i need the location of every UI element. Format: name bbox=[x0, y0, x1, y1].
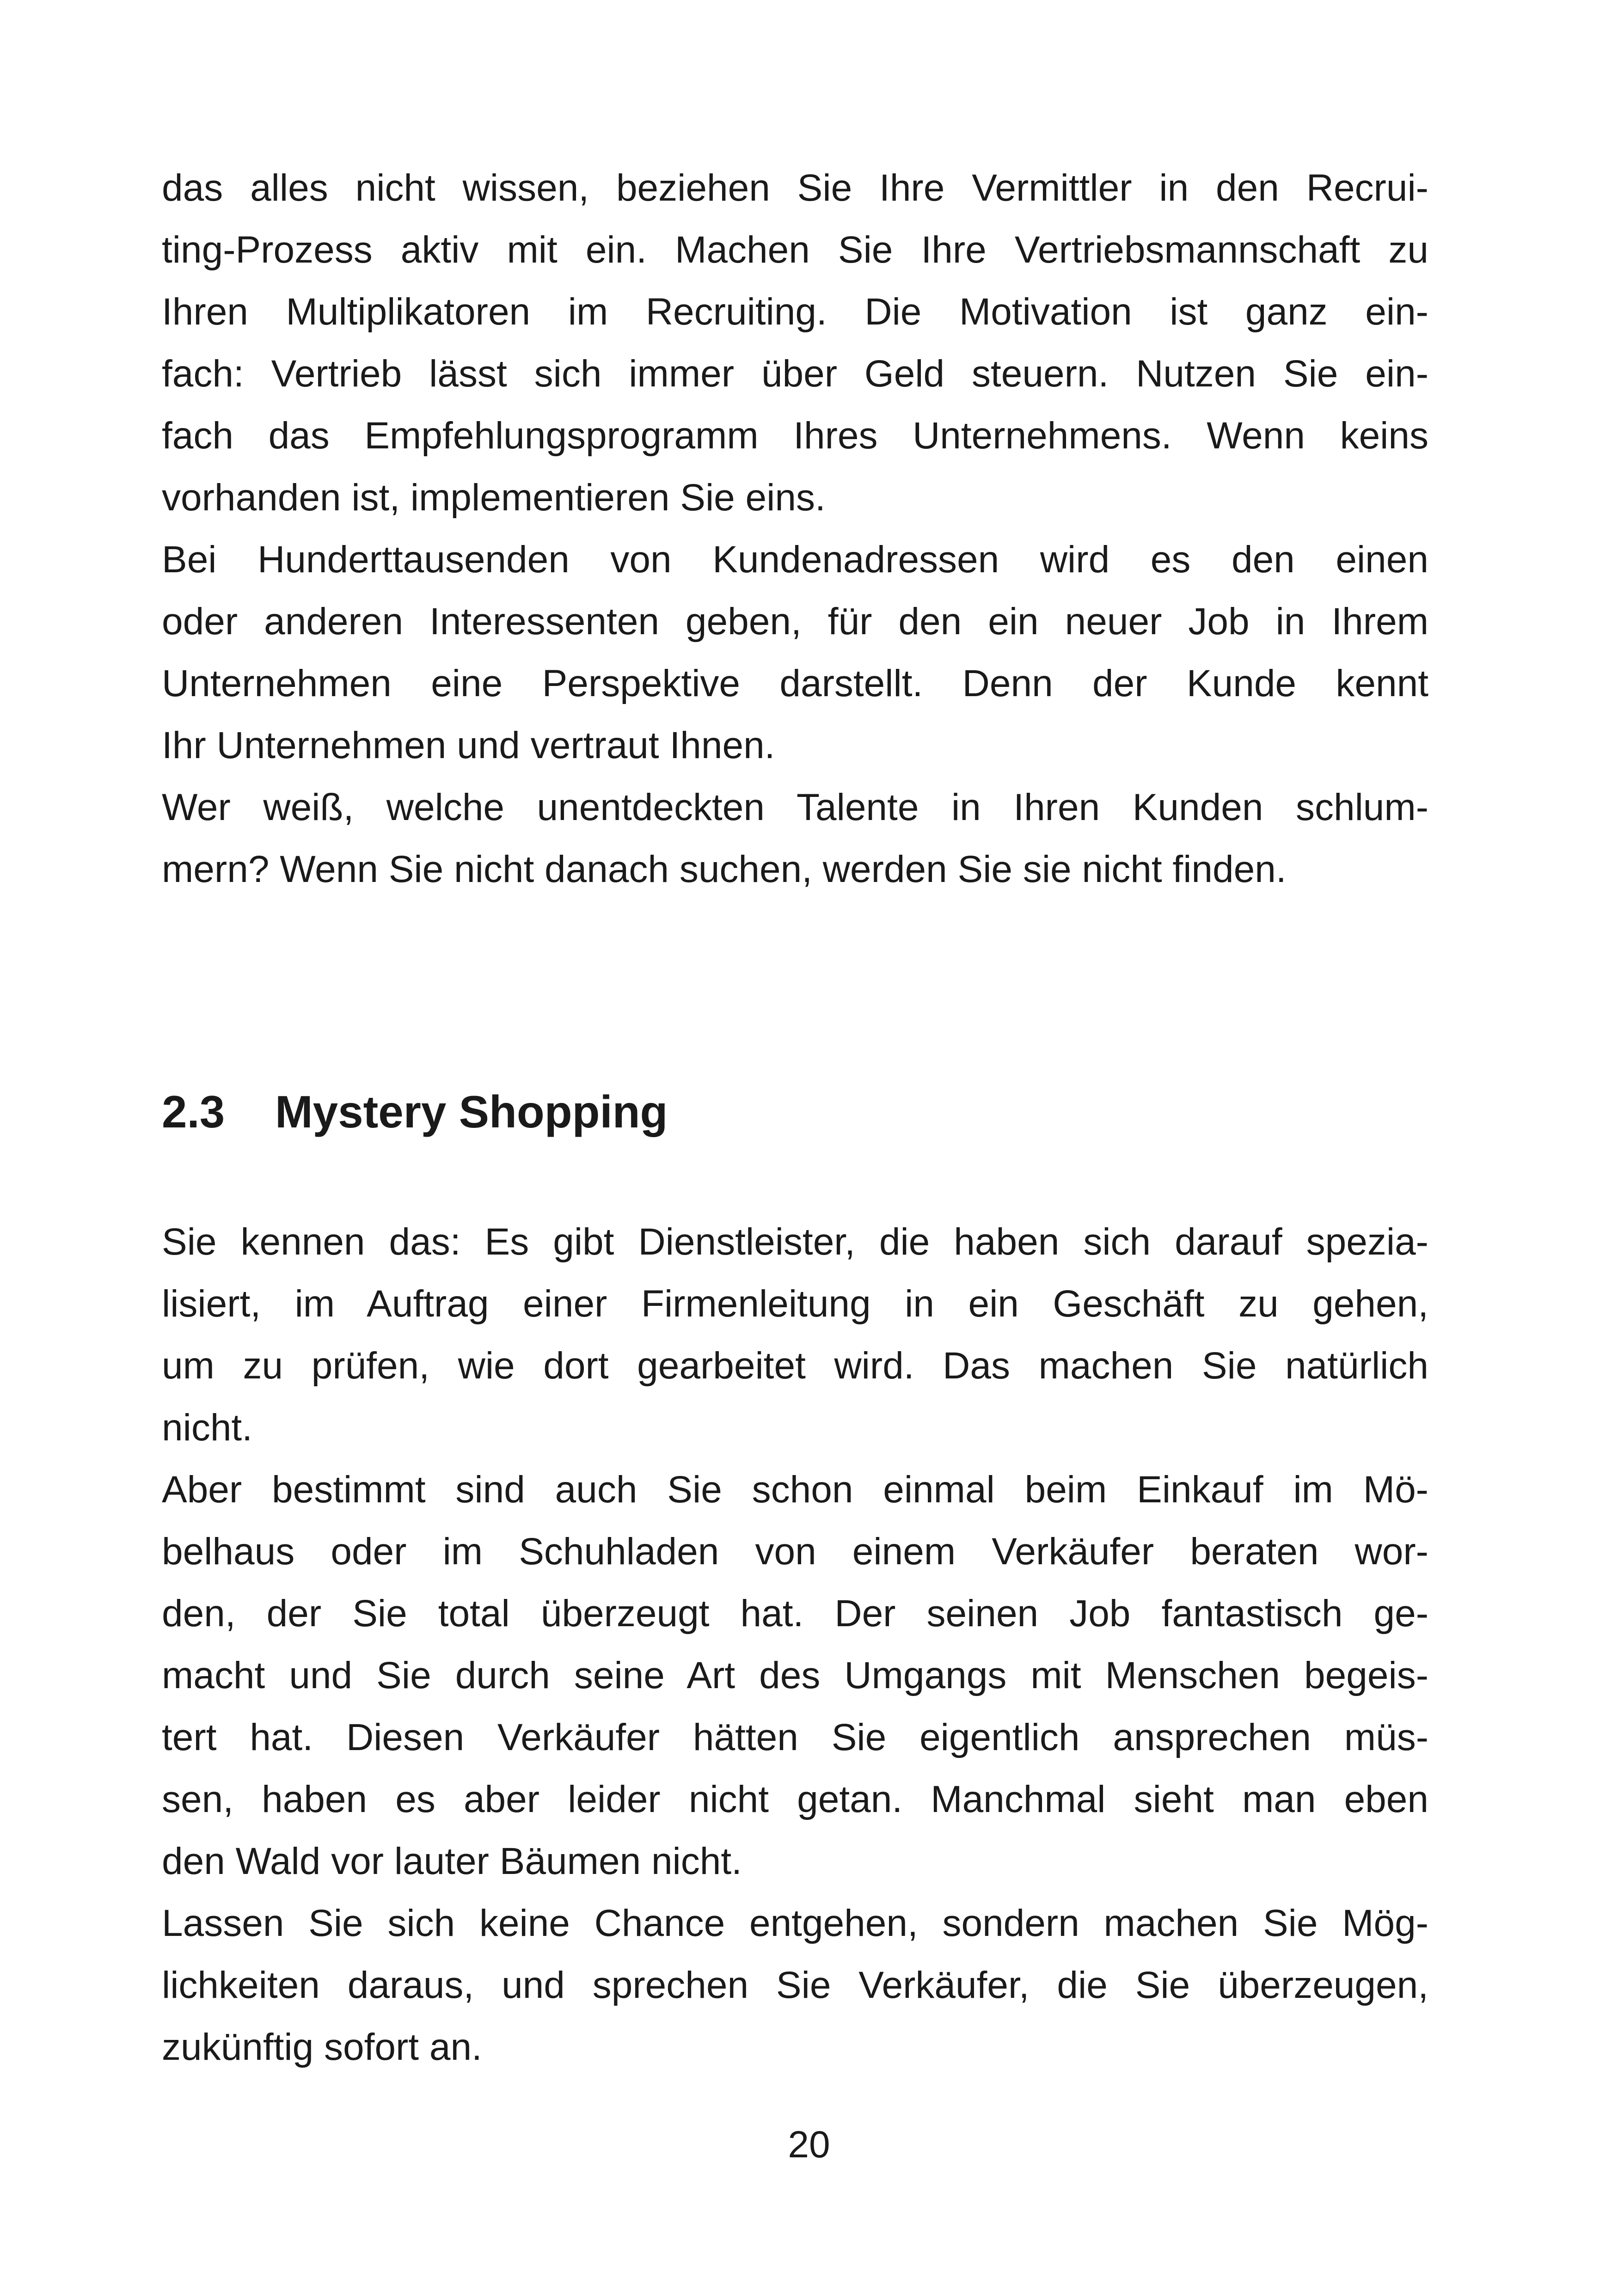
text-line: belhaus oder im Schuhladen von einem Verkäufer beraten wor- bbox=[162, 1531, 1428, 1573]
text-line: Bei Hunderttausenden von Kundenadressen wird es den einen bbox=[162, 539, 1428, 581]
text-line: Lassen Sie sich keine Chance entgehen, sondern machen Sie Mög- bbox=[162, 1902, 1428, 1944]
text-line: vorhanden ist, implementieren Sie eins. bbox=[162, 477, 826, 519]
section-number: 2.3 bbox=[162, 1086, 225, 1137]
section-heading bbox=[162, 1077, 1428, 1146]
text-line: fach das Empfehlungsprogramm Ihres Unternehmens. Wenn keins bbox=[162, 415, 1428, 457]
text-line: den Wald vor lauter Bäumen nicht. bbox=[162, 1840, 742, 1882]
text-line: zukünftig sofort an. bbox=[162, 2026, 482, 2068]
text-line: das alles nicht wissen, beziehen Sie Ihre Vermittler in den Recrui- bbox=[162, 167, 1428, 209]
text-line: Unternehmen eine Perspektive darstellt. Denn der Kunde kennt bbox=[162, 662, 1428, 704]
text-line: macht und Sie durch seine Art des Umgangs mit Menschen begeis- bbox=[162, 1654, 1428, 1696]
text-line: fach: Vertrieb lässt sich immer über Geld steuern. Nutzen Sie ein- bbox=[162, 353, 1428, 395]
text-line: sen, haben es aber leider nicht getan. Manchmal sieht man eben bbox=[162, 1778, 1428, 1820]
text-line: tert hat. Diesen Verkäufer hätten Sie eigentlich ansprechen müs- bbox=[162, 1716, 1428, 1758]
page-number: 20 bbox=[788, 2124, 830, 2166]
text-line: mern? Wenn Sie nicht danach suchen, werden Sie sie nicht finden. bbox=[162, 848, 1287, 890]
text-line: Aber bestimmt sind auch Sie schon einmal beim Einkauf im Mö- bbox=[162, 1469, 1428, 1511]
text-line: den, der Sie total überzeugt hat. Der seinen Job fantastisch ge- bbox=[162, 1592, 1428, 1635]
text-line: Ihr Unternehmen und vertraut Ihnen. bbox=[162, 724, 775, 766]
text-line: um zu prüfen, wie dort gearbeitet wird. Das machen Sie natürlich bbox=[162, 1345, 1428, 1387]
section-title: Mystery Shopping bbox=[275, 1086, 668, 1137]
paragraph-block-2 bbox=[162, 1211, 1428, 2078]
text-line: lisiert, im Auftrag einer Firmenleitung in ein Geschäft zu gehen, bbox=[162, 1283, 1428, 1325]
text-line: nicht. bbox=[162, 1407, 252, 1449]
text-line: ting-Prozess aktiv mit ein. Machen Sie Ihre Vertriebsmannschaft zu bbox=[162, 229, 1428, 271]
text-line: Ihren Multiplikatoren im Recruiting. Die Motivation ist ganz ein- bbox=[162, 291, 1428, 333]
paragraph-block-1 bbox=[162, 157, 1428, 900]
text-line: Wer weiß, welche unentdeckten Talente in Ihren Kunden schlum- bbox=[162, 786, 1428, 828]
text-line: lichkeiten daraus, und sprechen Sie Verkäufer, die Sie überzeugen, bbox=[162, 1964, 1428, 2006]
text-line: oder anderen Interessenten geben, für den ein neuer Job in Ihrem bbox=[162, 600, 1428, 643]
text-line: Sie kennen das: Es gibt Dienstleister, die haben sich darauf spezia- bbox=[162, 1221, 1428, 1263]
